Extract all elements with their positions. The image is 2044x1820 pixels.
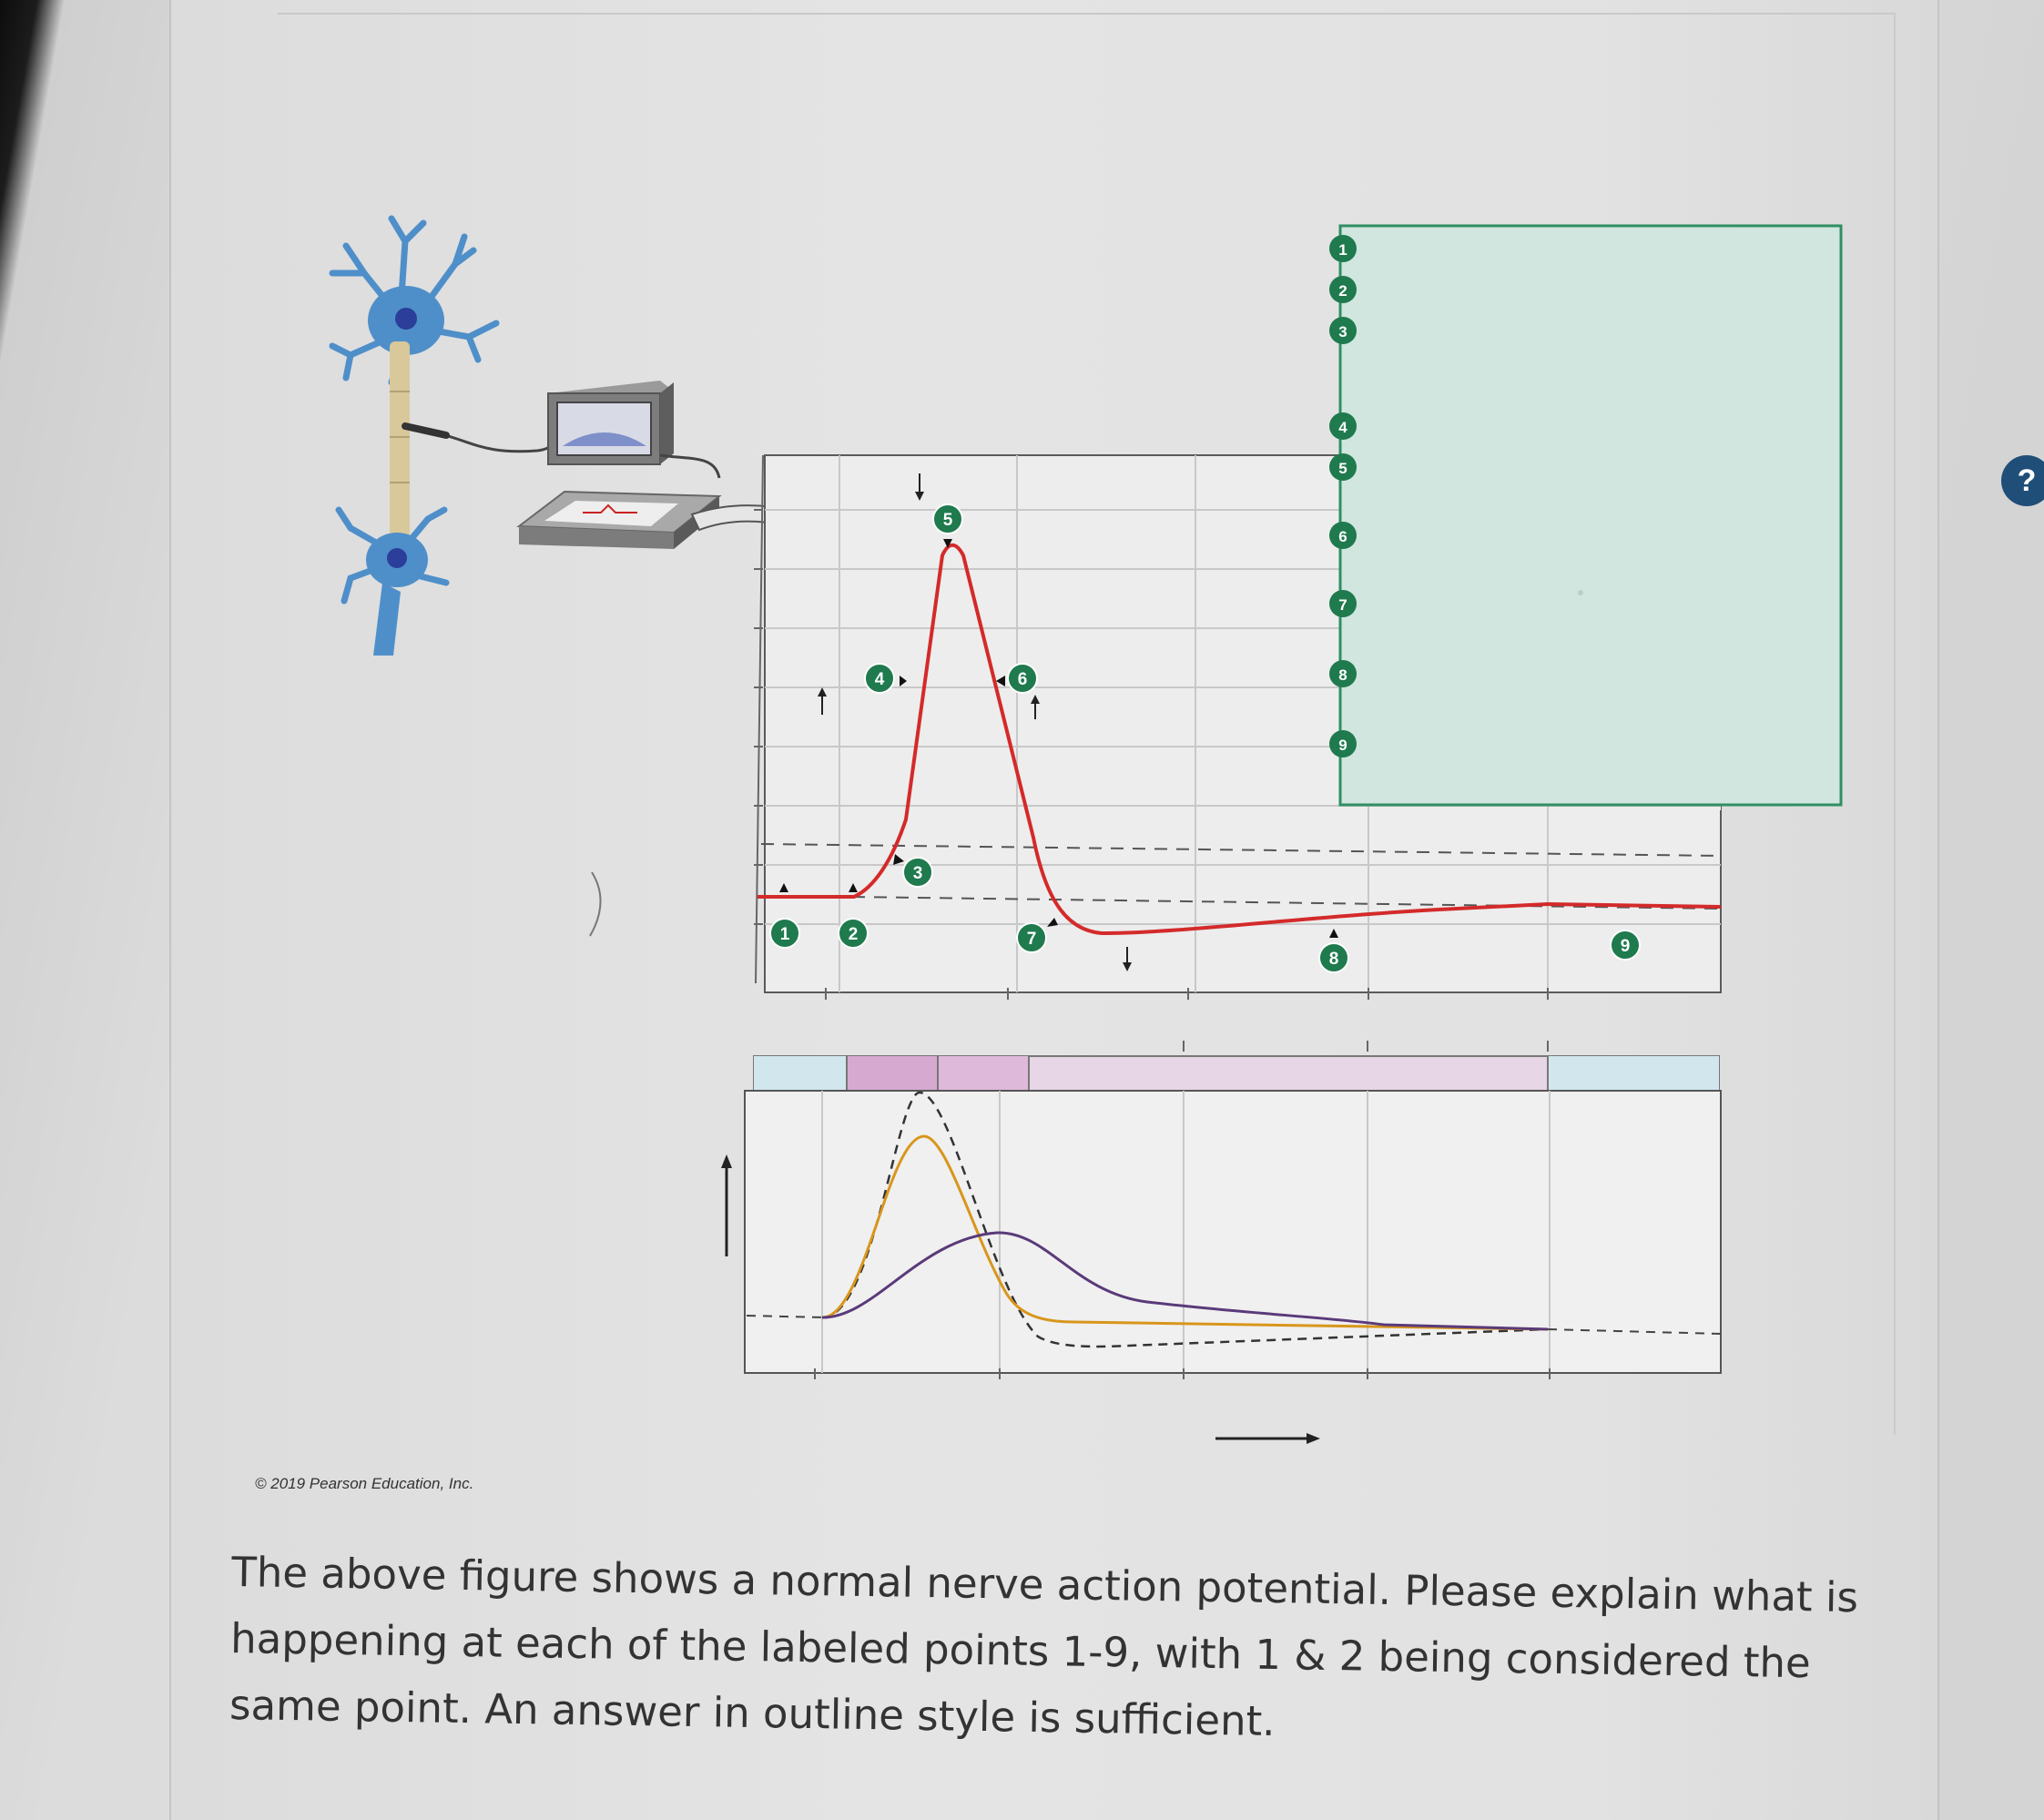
- svg-text:8: 8: [1328, 950, 1339, 969]
- svg-text:4: 4: [1338, 419, 1347, 436]
- svg-text:1: 1: [1338, 241, 1347, 259]
- svg-text:7: 7: [1026, 930, 1037, 949]
- svg-text:4: 4: [874, 670, 885, 689]
- copyright-notice: © 2019 Pearson Education, Inc.: [255, 1475, 474, 1492]
- svg-text:8: 8: [1338, 666, 1347, 684]
- svg-text:5: 5: [1338, 460, 1347, 477]
- question-text: The above figure shows a normal nerve action potential. Please explain what is happening at each of the labeled points 1-9, with 1 & 2 being considered the same point. An answer in outline style is sufficient.: [229, 1547, 1859, 1746]
- svg-text:5: 5: [942, 511, 953, 530]
- svg-text:2: 2: [1338, 282, 1347, 300]
- svg-text:6: 6: [1017, 670, 1028, 689]
- svg-text:9: 9: [1620, 937, 1631, 956]
- svg-text:7: 7: [1338, 596, 1347, 614]
- help-button[interactable]: ?: [2001, 455, 2044, 506]
- svg-text:2: 2: [848, 925, 859, 944]
- svg-text:3: 3: [912, 864, 923, 883]
- svg-text:3: 3: [1338, 323, 1347, 341]
- svg-text:1: 1: [779, 925, 790, 944]
- figure-frame: [278, 13, 1896, 1435]
- svg-text:9: 9: [1338, 737, 1347, 754]
- svg-text:6: 6: [1338, 528, 1347, 545]
